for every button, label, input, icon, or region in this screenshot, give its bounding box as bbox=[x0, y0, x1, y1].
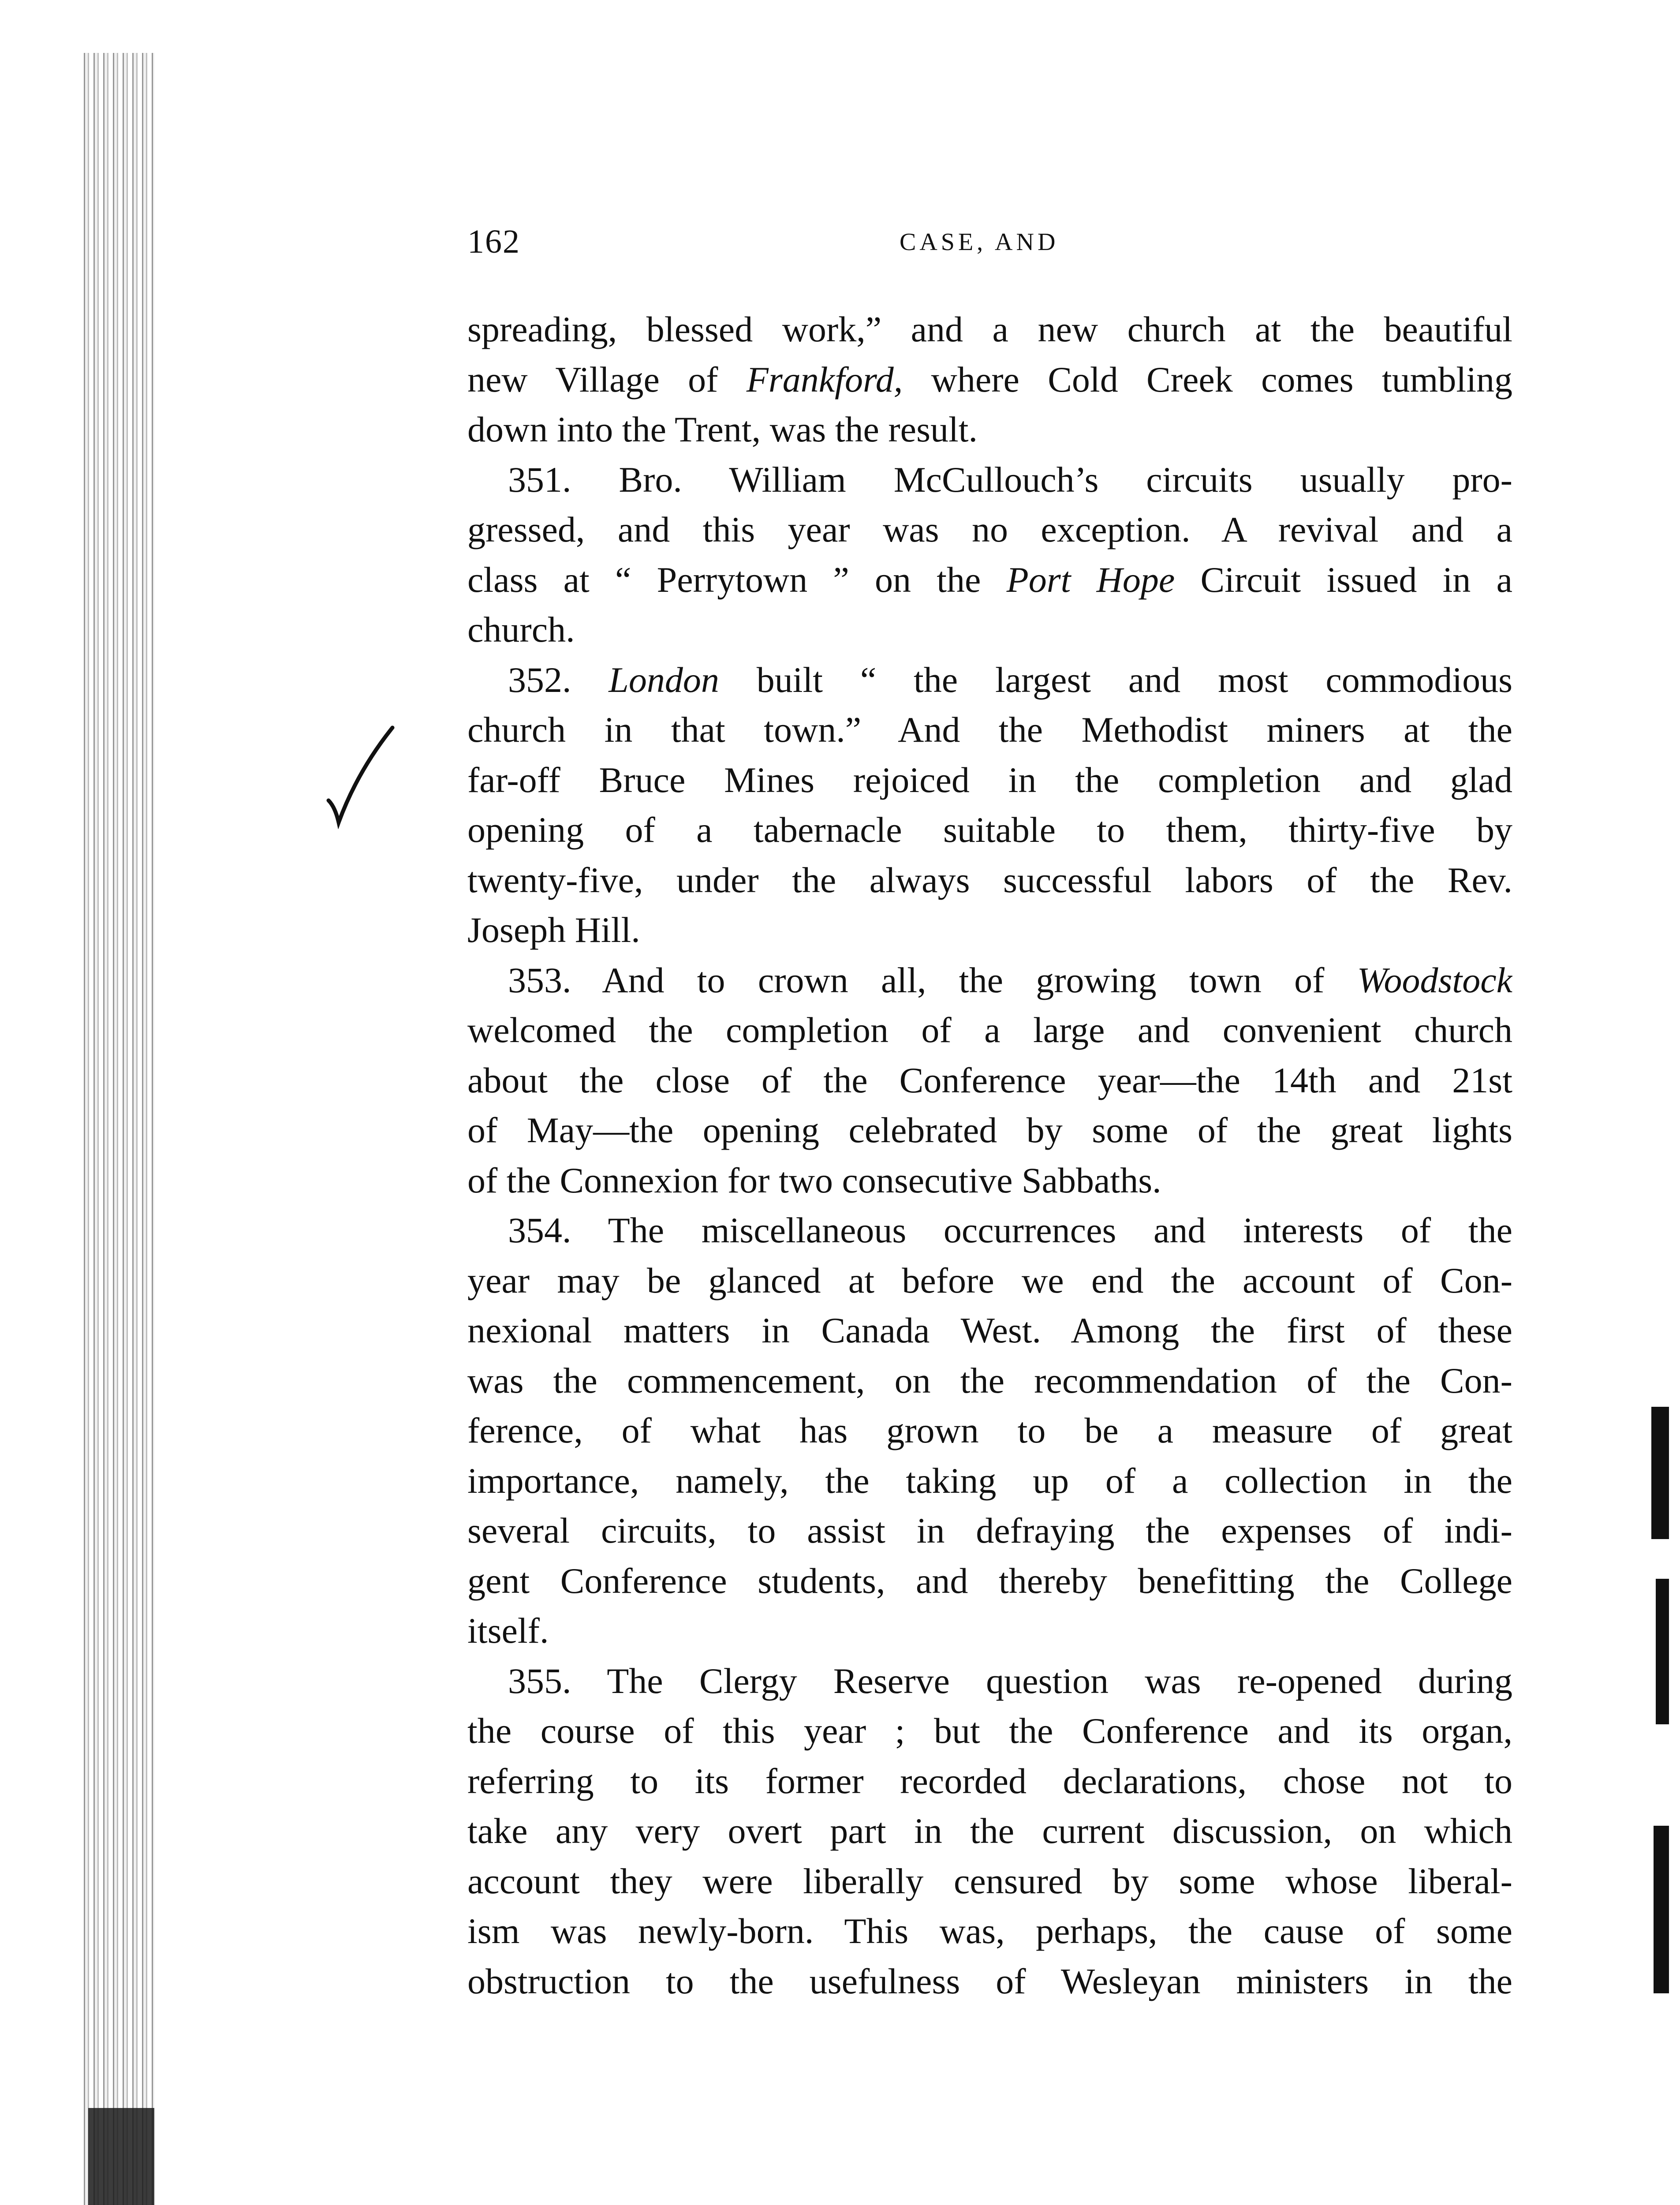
place-name: Frankford, bbox=[746, 359, 903, 400]
text-line: year may be glanced at before we end the account of Con- bbox=[467, 1260, 1512, 1301]
text-line: was the commencement, on the recommendation of the Con- bbox=[467, 1360, 1512, 1401]
text-line: gent Conference students, and thereby benefitting the College bbox=[467, 1560, 1512, 1601]
scan-edge-mark bbox=[1656, 1579, 1669, 1724]
text-line: church. bbox=[467, 609, 575, 650]
place-name: Port Hope bbox=[1006, 559, 1175, 600]
paragraph-355: 355. The Clergy Reserve question was re-opened during bbox=[508, 1660, 1512, 1701]
text-line: class at “ Perrytown ” on the Port Hope Circuit issued in a bbox=[467, 559, 1512, 600]
text-line: the course of this year ; but the Conference and its organ, bbox=[467, 1711, 1512, 1751]
text-line: far-off Bruce Mines rejoiced in the completion and glad bbox=[467, 759, 1512, 800]
binding-shadow bbox=[88, 2108, 154, 2205]
place-name: Woodstock bbox=[1357, 960, 1512, 1000]
text-line: new Village of Frankford, where Cold Creek comes tumbling bbox=[467, 359, 1512, 400]
paragraph-353: 353. And to crown all, the growing town of Woodstock bbox=[508, 960, 1512, 1000]
text-line: ism was newly-born. This was, perhaps, the cause of some bbox=[467, 1911, 1512, 1951]
text-line: referring to its former recorded declarations, chose not to bbox=[467, 1760, 1512, 1801]
text-line: nexional matters in Canada West. Among the first of these bbox=[467, 1310, 1512, 1350]
text-line: about the close of the Conference year—the 14th and 21st bbox=[467, 1060, 1512, 1100]
text-line: twenty-five, under the always successful labors of the Rev. bbox=[467, 860, 1512, 900]
handwritten-check-mark bbox=[326, 723, 397, 829]
page-number: 162 bbox=[467, 223, 520, 260]
text-line: gressed, and this year was no exception. A revival and a bbox=[467, 509, 1512, 549]
paragraph-352: 352. London built “ the largest and most commodious bbox=[508, 659, 1512, 700]
text-line: spreading, blessed work,” and a new church at the beautiful bbox=[467, 309, 1512, 349]
scan-edge-mark bbox=[1654, 1826, 1669, 1993]
paragraph-351: 351. Bro. William McCullouch’s circuits usually pro- bbox=[508, 459, 1512, 500]
place-name: London bbox=[609, 659, 719, 700]
body-text bbox=[467, 304, 1512, 2006]
text-line: church in that town.” And the Methodist miners at the bbox=[467, 710, 1512, 750]
text-line: Joseph Hill. bbox=[467, 910, 640, 950]
running-title: CASE, AND bbox=[900, 228, 1059, 256]
text-line: opening of a tabernacle suitable to them, thirty-five by bbox=[467, 810, 1512, 850]
text-line: account they were liberally censured by some whose liberal- bbox=[467, 1861, 1512, 1901]
paragraph-354: 354. The miscellaneous occurrences and interests of the bbox=[508, 1210, 1512, 1250]
text-line: importance, namely, the taking up of a collection in the bbox=[467, 1460, 1512, 1501]
text-line: itself. bbox=[467, 1611, 549, 1651]
scan-edge-mark bbox=[1651, 1407, 1669, 1539]
text-line: welcomed the completion of a large and convenient church bbox=[467, 1010, 1512, 1050]
text-line: several circuits, to assist in defraying the expenses of indi- bbox=[467, 1510, 1512, 1551]
running-head bbox=[467, 223, 1512, 271]
text-line: down into the Trent, was the result. bbox=[467, 409, 978, 449]
text-line: obstruction to the usefulness of Wesleyan ministers in the bbox=[467, 1961, 1512, 2001]
text-line: of the Connexion for two consecutive Sabbaths. bbox=[467, 1160, 1161, 1200]
text-line: ference, of what has grown to be a measure of great bbox=[467, 1410, 1512, 1450]
binding-edge bbox=[84, 53, 154, 2205]
text-line: take any very overt part in the current discussion, on which bbox=[467, 1811, 1512, 1851]
text-line: of May—the opening celebrated by some of the great lights bbox=[467, 1110, 1512, 1150]
